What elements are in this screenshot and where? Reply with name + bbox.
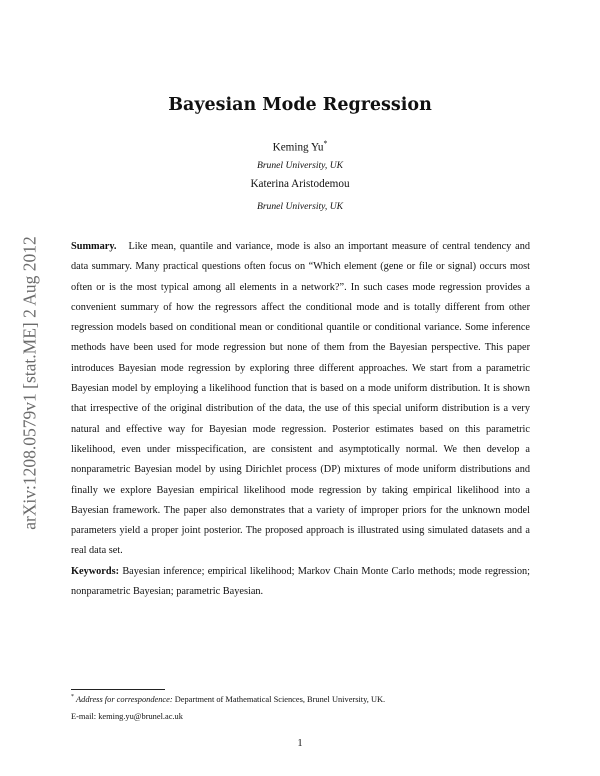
summary-text: Like mean, quantile and variance, mode is also an important measure of central tendency and data summary. Many practical questions often focus on “Which element (gene or file or signal) occurs most often or is the most typical among all elements in a network?”. In such cases mode regression provides a convenient summary of how the regressors affect the conditional mode and is totally different from other regression models based on conditional mean or conditional quantile or conditional variance. Some inference methods have been used for mode regression but none of them from the Bayesian perspective. This paper introduces Bayesian mode regression by exploring three different approaches. We start from a parametric Bayesian model by employing a likelihood function that is based on a mode uniform distribution. It is shown that irrespective of the original distribution of the data, the use of this special uniform distribution is a very natural and effective way for Bayesian mode regression. Posterior estimates based on this parametric likelihood, even under misspecification, are consistent and asymptotically normal. We then develop a nonparametric Bayesian model by using Dirichlet process (DP) mixtures of mode uniform distributions and finally we explore Bayesian empirical likelihood mode regression by taking empirical likelihood into a Bayesian framework. The paper also demonstrates that a variety of improper priors for the unknown model parameters yield a proper joint posterior. The proposed approach is illustrated using simulated datasets and a real data set.: [71, 241, 530, 557]
author-name: Katerina Aristodemou: [250, 178, 350, 190]
keywords-label: Keywords:: [71, 565, 120, 577]
summary-paragraph: [71, 237, 530, 562]
paper-title: Bayesian Mode Regression: [168, 95, 432, 115]
footnote-marker: *: [323, 139, 328, 148]
footnote-correspondence: [71, 694, 531, 704]
footnote-divider: [71, 689, 165, 690]
keywords-text: Bayesian inference; empirical likelihood; Markov Chain Monte Carlo methods; mode regression; nonparametric Bayesian; parametric Bayesian.: [71, 565, 531, 598]
author-affiliation: Brunel University, UK: [256, 160, 344, 171]
summary-label: Summary.: [71, 241, 117, 252]
page-number: 1: [297, 738, 303, 749]
footnote-email: E-mail: keming.yu@brunel.ac.uk: [71, 712, 183, 721]
footnote-label: Address for correspondence:: [76, 694, 173, 704]
author-affiliation: Brunel University, UK: [256, 201, 344, 212]
author-name: [0, 139, 600, 154]
footnote-text: Department of Mathematical Sciences, Brunel University, UK.: [174, 694, 386, 704]
keywords-paragraph: [71, 562, 530, 603]
arxiv-identifier: arXiv:1208.0579v1 [stat.ME] 2 Aug 2012: [19, 236, 40, 530]
abstract: [71, 237, 530, 602]
author-name-text: Keming Yu: [272, 141, 324, 154]
footnote-marker: *: [71, 694, 74, 700]
